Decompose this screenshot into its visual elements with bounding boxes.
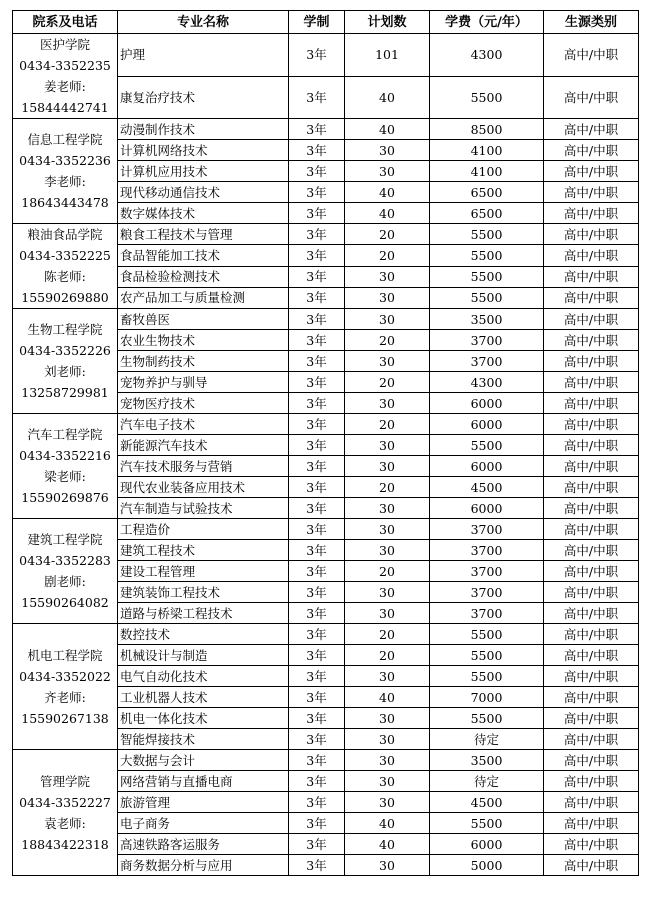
tuition-cell: 待定 — [430, 771, 544, 792]
plan-count-cell: 30 — [345, 351, 430, 372]
major-name-cell: 食品检验检测技术 — [118, 266, 289, 287]
source-type-cell: 高中/中职 — [544, 561, 639, 582]
tuition-cell: 5500 — [430, 708, 544, 729]
plan-count-cell: 30 — [345, 266, 430, 287]
department-cell — [13, 624, 118, 750]
major-name-cell: 电气自动化技术 — [118, 666, 289, 687]
department-mobile: 15590269876 — [21, 490, 109, 505]
duration-cell: 3年 — [289, 603, 345, 624]
department-name: 机电工程学院 — [27, 647, 103, 663]
plan-count-cell: 20 — [345, 561, 430, 582]
source-type-cell: 高中/中职 — [544, 76, 639, 119]
source-type-cell: 高中/中职 — [544, 140, 639, 161]
plan-count-cell: 30 — [345, 855, 430, 876]
major-name-cell: 现代农业装备应用技术 — [118, 477, 289, 498]
plan-count-cell: 40 — [345, 834, 430, 855]
source-type-cell: 高中/中职 — [544, 519, 639, 540]
plan-count-cell: 30 — [345, 771, 430, 792]
tuition-cell: 5500 — [430, 813, 544, 834]
tuition-cell: 5500 — [430, 245, 544, 266]
major-name-cell: 工业机器人技术 — [118, 687, 289, 708]
tuition-cell: 6500 — [430, 203, 544, 224]
duration-cell: 3年 — [289, 645, 345, 666]
duration-cell: 3年 — [289, 119, 345, 140]
duration-cell: 3年 — [289, 182, 345, 203]
tuition-cell: 7000 — [430, 687, 544, 708]
source-type-cell: 高中/中职 — [544, 393, 639, 414]
department-name: 信息工程学院 — [27, 132, 103, 147]
duration-cell: 3年 — [289, 834, 345, 855]
tuition-cell: 6000 — [430, 498, 544, 519]
major-name-cell: 机械设计与制造 — [118, 645, 289, 666]
tuition-cell: 5500 — [430, 76, 544, 119]
plan-count-cell: 20 — [345, 645, 430, 666]
plan-count-cell: 30 — [345, 435, 430, 456]
department-phone: 0434-3352022 — [19, 668, 111, 684]
duration-cell: 3年 — [289, 540, 345, 561]
department-cell — [13, 119, 118, 224]
department-mobile: 15590267138 — [21, 710, 109, 726]
plan-count-cell: 20 — [345, 414, 430, 435]
plan-count-cell: 101 — [345, 34, 430, 77]
major-name-cell: 网络营销与直播电商 — [118, 771, 289, 792]
source-type-cell: 高中/中职 — [544, 245, 639, 266]
table-body — [13, 34, 639, 876]
duration-cell: 3年 — [289, 372, 345, 393]
duration-cell: 3年 — [289, 351, 345, 372]
source-type-cell: 高中/中职 — [544, 287, 639, 308]
plan-count-cell: 30 — [345, 161, 430, 182]
tuition-cell: 3700 — [430, 519, 544, 540]
tuition-cell: 5500 — [430, 624, 544, 645]
department-phone: 0434-3352216 — [19, 448, 111, 463]
major-name-cell: 农业生物技术 — [118, 330, 289, 351]
source-type-cell: 高中/中职 — [544, 687, 639, 708]
major-name-cell: 建筑装饰工程技术 — [118, 582, 289, 603]
duration-cell: 3年 — [289, 140, 345, 161]
tuition-cell: 待定 — [430, 729, 544, 750]
department-mobile: 13258729981 — [21, 385, 109, 400]
source-type-cell: 高中/中职 — [544, 372, 639, 393]
department-mobile: 18643443478 — [21, 195, 109, 210]
source-type-cell: 高中/中职 — [544, 708, 639, 729]
major-name-cell: 商务数据分析与应用 — [118, 855, 289, 876]
source-type-cell: 高中/中职 — [544, 624, 639, 645]
source-type-cell: 高中/中职 — [544, 203, 639, 224]
tuition-cell: 4500 — [430, 477, 544, 498]
tuition-cell: 5500 — [430, 435, 544, 456]
plan-count-cell: 30 — [345, 792, 430, 813]
plan-count-cell: 30 — [345, 750, 430, 771]
department-phone: 0434-3352225 — [19, 248, 111, 263]
major-name-cell: 电子商务 — [118, 813, 289, 834]
tuition-cell: 6000 — [430, 456, 544, 477]
major-name-cell: 粮食工程技术与管理 — [118, 224, 289, 245]
source-type-cell: 高中/中职 — [544, 161, 639, 182]
plan-count-cell: 30 — [345, 519, 430, 540]
tuition-cell: 3700 — [430, 330, 544, 351]
tuition-cell: 5000 — [430, 855, 544, 876]
duration-cell: 3年 — [289, 456, 345, 477]
major-name-cell: 智能焊接技术 — [118, 729, 289, 750]
tuition-cell: 5500 — [430, 266, 544, 287]
major-name-cell: 计算机应用技术 — [118, 161, 289, 182]
table-row — [13, 119, 639, 140]
plan-count-cell: 30 — [345, 729, 430, 750]
duration-cell: 3年 — [289, 792, 345, 813]
major-name-cell: 汽车技术服务与营销 — [118, 456, 289, 477]
source-type-cell: 高中/中职 — [544, 792, 639, 813]
plan-count-cell: 30 — [345, 287, 430, 308]
table-row — [13, 414, 639, 435]
source-type-cell: 高中/中职 — [544, 540, 639, 561]
major-name-cell: 康复治疗技术 — [118, 76, 289, 119]
tuition-cell: 4100 — [430, 161, 544, 182]
duration-cell: 3年 — [289, 161, 345, 182]
plan-count-cell: 40 — [345, 203, 430, 224]
plan-count-cell: 30 — [345, 309, 430, 330]
duration-cell: 3年 — [289, 561, 345, 582]
tuition-cell: 3700 — [430, 603, 544, 624]
major-name-cell: 农产品加工与质量检测 — [118, 287, 289, 308]
department-name: 粮油食品学院 — [27, 227, 103, 242]
department-teacher: 陈老师: — [44, 269, 86, 284]
department-cell — [13, 34, 118, 119]
duration-cell: 3年 — [289, 245, 345, 266]
duration-cell: 3年 — [289, 477, 345, 498]
duration-cell: 3年 — [289, 435, 345, 456]
plan-count-cell: 40 — [345, 182, 430, 203]
plan-count-cell: 30 — [345, 456, 430, 477]
tuition-cell: 3700 — [430, 582, 544, 603]
enrollment-plan-table — [12, 10, 639, 876]
department-mobile: 15844442741 — [21, 100, 109, 115]
tuition-cell: 3700 — [430, 540, 544, 561]
source-type-cell: 高中/中职 — [544, 750, 639, 771]
department-teacher: 梁老师: — [44, 469, 86, 484]
source-type-cell: 高中/中职 — [544, 309, 639, 330]
major-name-cell: 建设工程管理 — [118, 561, 289, 582]
tuition-cell: 6000 — [430, 414, 544, 435]
duration-cell: 3年 — [289, 624, 345, 645]
source-type-cell: 高中/中职 — [544, 435, 639, 456]
major-name-cell: 宠物养护与驯导 — [118, 372, 289, 393]
source-type-cell: 高中/中职 — [544, 498, 639, 519]
plan-count-cell: 40 — [345, 687, 430, 708]
department-mobile: 18843422318 — [21, 836, 109, 852]
duration-cell: 3年 — [289, 582, 345, 603]
department-name: 汽车工程学院 — [27, 427, 103, 442]
source-type-cell: 高中/中职 — [544, 813, 639, 834]
header-tuition: 学费（元/年） — [430, 11, 544, 34]
plan-count-cell: 40 — [345, 813, 430, 834]
major-name-cell: 汽车制造与试验技术 — [118, 498, 289, 519]
source-type-cell: 高中/中职 — [544, 603, 639, 624]
source-type-cell: 高中/中职 — [544, 855, 639, 876]
department-mobile: 15590264082 — [21, 595, 109, 610]
tuition-cell: 4500 — [430, 792, 544, 813]
major-name-cell: 汽车电子技术 — [118, 414, 289, 435]
source-type-cell: 高中/中职 — [544, 666, 639, 687]
department-cell — [13, 750, 118, 876]
major-name-cell: 护理 — [118, 34, 289, 77]
header-duration: 学制 — [289, 11, 345, 34]
duration-cell: 3年 — [289, 771, 345, 792]
plan-count-cell: 20 — [345, 624, 430, 645]
tuition-cell: 6500 — [430, 182, 544, 203]
tuition-cell: 4300 — [430, 372, 544, 393]
plan-count-cell: 20 — [345, 330, 430, 351]
duration-cell: 3年 — [289, 224, 345, 245]
source-type-cell: 高中/中职 — [544, 182, 639, 203]
plan-count-cell: 30 — [345, 498, 430, 519]
tuition-cell: 3500 — [430, 750, 544, 771]
major-name-cell: 动漫制作技术 — [118, 119, 289, 140]
department-teacher: 剧老师: — [44, 574, 86, 589]
tuition-cell: 5500 — [430, 224, 544, 245]
major-name-cell: 现代移动通信技术 — [118, 182, 289, 203]
table-row — [13, 34, 639, 77]
source-type-cell: 高中/中职 — [544, 414, 639, 435]
table-row — [13, 750, 639, 771]
table-row — [13, 309, 639, 330]
plan-count-cell: 30 — [345, 582, 430, 603]
source-type-cell: 高中/中职 — [544, 119, 639, 140]
source-type-cell: 高中/中职 — [544, 834, 639, 855]
department-teacher: 李老师: — [44, 174, 86, 189]
source-type-cell: 高中/中职 — [544, 351, 639, 372]
tuition-cell: 5500 — [430, 645, 544, 666]
duration-cell: 3年 — [289, 729, 345, 750]
duration-cell: 3年 — [289, 287, 345, 308]
department-name: 生物工程学院 — [27, 322, 103, 337]
duration-cell: 3年 — [289, 498, 345, 519]
header-plan-count: 计划数 — [345, 11, 430, 34]
duration-cell: 3年 — [289, 708, 345, 729]
department-cell — [13, 519, 118, 624]
department-name: 医护学院 — [39, 37, 90, 52]
tuition-cell: 4300 — [430, 34, 544, 77]
department-phone: 0434-3352236 — [19, 153, 111, 168]
source-type-cell: 高中/中职 — [544, 771, 639, 792]
duration-cell: 3年 — [289, 309, 345, 330]
major-name-cell: 建筑工程技术 — [118, 540, 289, 561]
department-cell — [13, 309, 118, 414]
plan-count-cell: 30 — [345, 666, 430, 687]
plan-count-cell: 30 — [345, 393, 430, 414]
department-phone: 0434-3352227 — [19, 794, 111, 810]
duration-cell: 3年 — [289, 813, 345, 834]
header-major: 专业名称 — [118, 11, 289, 34]
plan-count-cell: 30 — [345, 140, 430, 161]
department-teacher: 姜老师: — [44, 79, 86, 94]
duration-cell: 3年 — [289, 414, 345, 435]
tuition-cell: 6000 — [430, 393, 544, 414]
tuition-cell: 3500 — [430, 309, 544, 330]
tuition-cell: 5500 — [430, 666, 544, 687]
duration-cell: 3年 — [289, 855, 345, 876]
table-row — [13, 224, 639, 245]
major-name-cell: 新能源汽车技术 — [118, 435, 289, 456]
duration-cell: 3年 — [289, 519, 345, 540]
plan-count-cell: 20 — [345, 245, 430, 266]
major-name-cell: 生物制药技术 — [118, 351, 289, 372]
department-phone: 0434-3352235 — [19, 58, 111, 73]
major-name-cell: 旅游管理 — [118, 792, 289, 813]
plan-count-cell: 20 — [345, 372, 430, 393]
major-name-cell: 计算机网络技术 — [118, 140, 289, 161]
tuition-cell: 3700 — [430, 351, 544, 372]
major-name-cell: 道路与桥梁工程技术 — [118, 603, 289, 624]
department-phone: 0434-3352226 — [19, 343, 111, 358]
major-name-cell: 大数据与会计 — [118, 750, 289, 771]
tuition-cell: 6000 — [430, 834, 544, 855]
source-type-cell: 高中/中职 — [544, 582, 639, 603]
source-type-cell: 高中/中职 — [544, 645, 639, 666]
table-row — [13, 519, 639, 540]
major-name-cell: 工程造价 — [118, 519, 289, 540]
department-name: 建筑工程学院 — [27, 532, 103, 547]
tuition-cell: 5500 — [430, 287, 544, 308]
major-name-cell: 食品智能加工技术 — [118, 245, 289, 266]
header-row — [13, 11, 639, 34]
plan-count-cell: 20 — [345, 477, 430, 498]
tuition-cell: 8500 — [430, 119, 544, 140]
header-source-type: 生源类别 — [544, 11, 639, 34]
source-type-cell: 高中/中职 — [544, 224, 639, 245]
department-teacher: 齐老师: — [44, 689, 86, 705]
major-name-cell: 机电一体化技术 — [118, 708, 289, 729]
duration-cell: 3年 — [289, 34, 345, 77]
department-phone: 0434-3352283 — [19, 553, 111, 568]
source-type-cell: 高中/中职 — [544, 729, 639, 750]
tuition-cell: 3700 — [430, 561, 544, 582]
plan-count-cell: 20 — [345, 224, 430, 245]
department-name: 管理学院 — [39, 773, 90, 789]
duration-cell: 3年 — [289, 687, 345, 708]
major-name-cell: 高速铁路客运服务 — [118, 834, 289, 855]
plan-count-cell: 30 — [345, 540, 430, 561]
duration-cell: 3年 — [289, 393, 345, 414]
plan-count-cell: 40 — [345, 119, 430, 140]
duration-cell: 3年 — [289, 76, 345, 119]
table-row — [13, 624, 639, 645]
department-teacher: 袁老师: — [44, 815, 86, 831]
major-name-cell: 数控技术 — [118, 624, 289, 645]
major-name-cell: 宠物医疗技术 — [118, 393, 289, 414]
duration-cell: 3年 — [289, 203, 345, 224]
department-teacher: 刘老师: — [44, 364, 86, 379]
department-mobile: 15590269880 — [21, 290, 109, 305]
department-cell — [13, 414, 118, 519]
major-name-cell: 数字媒体技术 — [118, 203, 289, 224]
duration-cell: 3年 — [289, 750, 345, 771]
duration-cell: 3年 — [289, 330, 345, 351]
plan-count-cell: 40 — [345, 76, 430, 119]
source-type-cell: 高中/中职 — [544, 456, 639, 477]
duration-cell: 3年 — [289, 266, 345, 287]
source-type-cell: 高中/中职 — [544, 330, 639, 351]
tuition-cell: 4100 — [430, 140, 544, 161]
plan-count-cell: 30 — [345, 708, 430, 729]
department-cell — [13, 224, 118, 309]
duration-cell: 3年 — [289, 666, 345, 687]
source-type-cell: 高中/中职 — [544, 477, 639, 498]
source-type-cell: 高中/中职 — [544, 34, 639, 77]
major-name-cell: 畜牧兽医 — [118, 309, 289, 330]
source-type-cell: 高中/中职 — [544, 266, 639, 287]
header-department: 院系及电话 — [13, 11, 118, 34]
plan-count-cell: 30 — [345, 603, 430, 624]
